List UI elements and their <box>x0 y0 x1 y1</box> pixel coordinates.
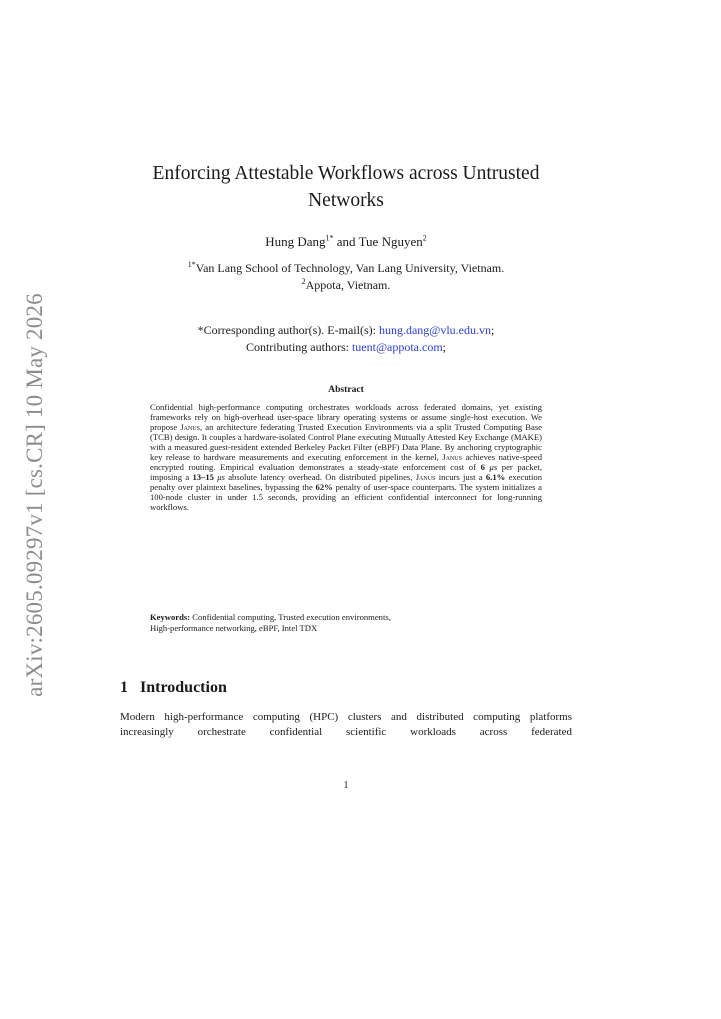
abstract-text: absolute latency overhead. On distributed pipelines, <box>224 472 416 482</box>
corresponding-author-line <box>120 322 572 338</box>
contributing-label: Contributing authors: <box>245 340 352 354</box>
section-number: 1 <box>120 679 128 696</box>
corresponding-email-link[interactable]: hung.dang@vlu.edu.vn <box>378 323 491 337</box>
author-affiliation-marker: 2 <box>422 233 427 243</box>
author-conjunction: and <box>333 234 359 249</box>
page-number: 1 <box>343 780 349 791</box>
author-line <box>120 234 572 250</box>
abstract-text: , an architecture federating Trusted Execution Environments via a split Trusted Computing Base (TCB) design. It couples a hardware-isolated Control Plane executing Mutually Attested Key Exchange (MAKE) with a measured guest-resident extended Berkeley Packet Filter (eBPF) Data Plane. By anchoring cryptographic key release to hardware measurements and executing enforcement in the kernel, <box>150 422 542 462</box>
unit: μs <box>484 462 498 472</box>
contributing-email-link[interactable]: tuent@appota.com <box>351 340 443 354</box>
system-name: Janus <box>180 422 200 432</box>
author-name: Hung Dang <box>265 234 326 249</box>
affiliation-text: Appota, Vietnam. <box>305 278 391 292</box>
section-title: Introduction <box>140 679 227 696</box>
keywords-label: Keywords: <box>150 612 191 622</box>
corresponding-label: *Corresponding author(s). E-mail(s): <box>197 323 379 337</box>
affiliation <box>120 277 572 293</box>
affiliation <box>120 260 572 276</box>
affiliation-marker: 1* <box>187 260 196 269</box>
keywords-text: High-performance networking, eBPF, Intel TDX <box>150 622 318 633</box>
author-name: Tue Nguyen <box>358 234 423 249</box>
punctuation: ; <box>442 340 447 354</box>
arxiv-identifier-text: arXiv:2605.09297v1 [cs.CR] 10 May 2026 <box>22 293 47 697</box>
section-heading <box>120 679 227 697</box>
abstract-text: achieves native-speed encrypted routing. Empirical evaluation demonstrates a steady-state enforcement cost of <box>150 452 543 472</box>
author-affiliation-marker: 1* <box>325 233 334 243</box>
affiliation-text: Van Lang School of Technology, Van Lang University, Vietnam. <box>195 261 505 275</box>
system-name: Janus <box>442 452 462 462</box>
abstract-text: execution penalty over plaintext baselines, bypassing the <box>150 472 542 492</box>
unit: μs <box>213 472 225 482</box>
highlight-value: 13–15 <box>192 472 214 482</box>
abstract-text: incurs just a <box>435 472 486 482</box>
arxiv-identifier-stamp <box>20 290 50 700</box>
paper-title: Enforcing Attestable Workflows across Untrusted Networks <box>152 163 540 211</box>
highlight-value: 6 <box>480 462 485 472</box>
highlight-value: 62% <box>315 482 333 492</box>
keywords-text: Confidential computing, Trusted execution environments, <box>190 612 391 622</box>
abstract-body <box>150 402 542 512</box>
abstract-text: Confidential high-performance computing orchestrates workloads across federated domains, yet existing frameworks rely on high-overhead user-space library operating systems or assume single-host execution. We propose <box>150 402 542 432</box>
punctuation: ; <box>491 323 495 337</box>
abstract-text: penalty of user-space counterparts. The system initializes a 100-node cluster in under 1.5 seconds, providing an efficient confidential interconnect for long-running workflows. <box>150 482 542 512</box>
abstract-heading: Abstract <box>328 384 364 395</box>
keywords-block <box>150 612 542 633</box>
affiliation-marker: 2 <box>301 277 306 286</box>
highlight-value: 6.1% <box>485 472 506 482</box>
system-name: Janus <box>415 472 436 482</box>
contributing-authors-line <box>120 339 572 355</box>
abstract-text: per packet, imposing a <box>150 462 542 482</box>
section-body-text: Modern high-performance computing (HPC) clusters and distributed computing platforms increasingly orchestrate confidential scientific workloads across federated <box>120 711 572 738</box>
